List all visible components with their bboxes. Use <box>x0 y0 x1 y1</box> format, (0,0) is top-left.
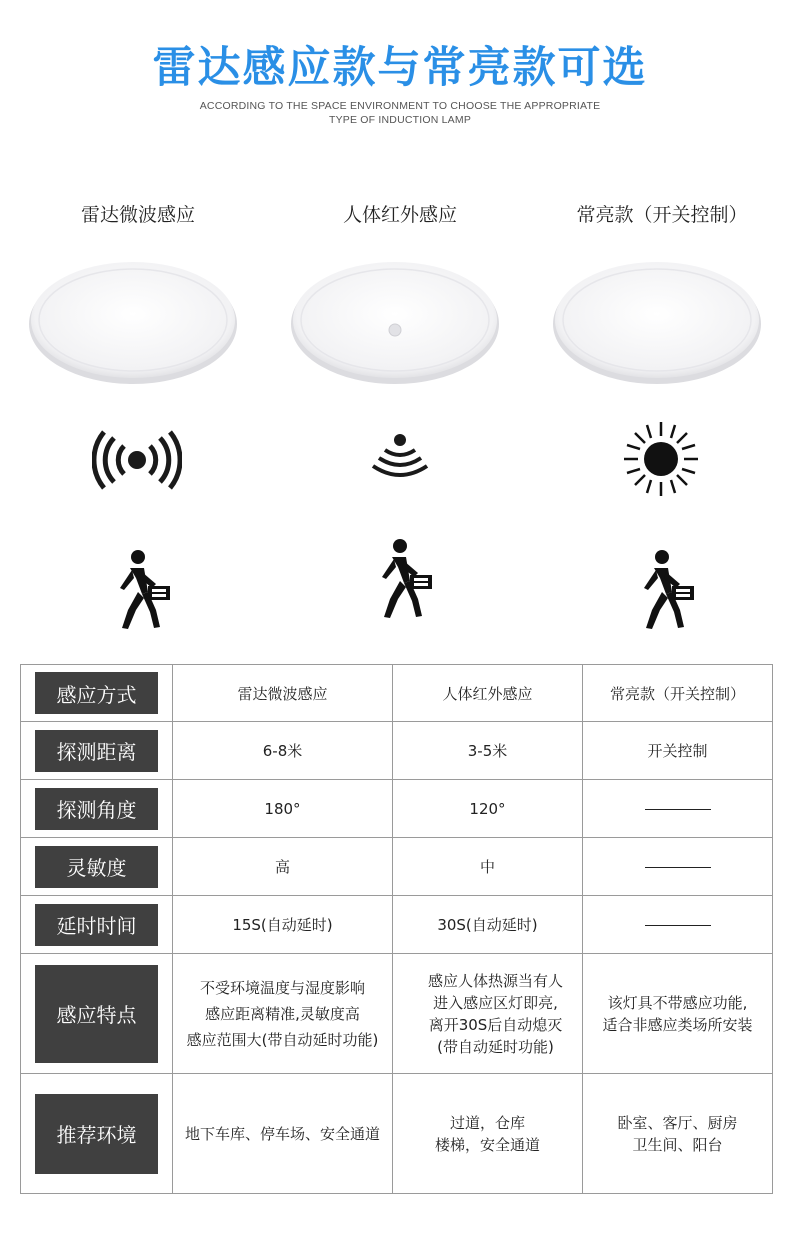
table-cell <box>583 1074 773 1194</box>
row-label: 推荐环境 <box>35 1094 158 1174</box>
table-cell <box>583 780 773 838</box>
subtitle-line-2: TYPE OF INDUCTION LAMP <box>328 114 472 126</box>
dash-placeholder <box>645 925 711 926</box>
cell-line: 离开30S后自动熄灭 <box>428 1015 563 1034</box>
table-cell: 雷达微波感应 <box>173 665 393 722</box>
table-cell <box>173 954 393 1074</box>
sun-icon <box>616 414 706 504</box>
table-cell <box>393 1074 583 1194</box>
table-cell <box>583 838 773 896</box>
row-label: 灵敏度 <box>35 846 158 888</box>
cell-line: 进入感应区灯即亮, <box>433 993 558 1012</box>
table-cell: 6-8米 <box>173 722 393 780</box>
table-row <box>21 838 773 896</box>
ceiling-lamp-image <box>290 254 500 386</box>
cell-line: 楼梯，安全通道 <box>434 1135 540 1154</box>
table-cell: 30S(自动延时) <box>393 896 583 954</box>
product-name: 常亮款（开关控制） <box>576 204 748 226</box>
subtitle-line-1: ACCORDING TO THE SPACE ENVIRONMENT TO CHOOSE THE APPROPRIATE <box>199 100 601 112</box>
table-cell <box>583 896 773 954</box>
cell-line: 该灯具不带感应功能, <box>607 993 748 1012</box>
cell-line: (带自动延时功能) <box>437 1037 554 1056</box>
table-row <box>21 665 773 722</box>
table-row <box>21 954 773 1074</box>
table-cell: 3-5米 <box>393 722 583 780</box>
ceiling-lamp-image <box>28 254 238 386</box>
dash-placeholder <box>645 867 711 868</box>
dash-placeholder <box>645 809 711 810</box>
row-label: 感应方式 <box>35 672 158 714</box>
table-cell: 开关控制 <box>583 722 773 780</box>
table-cell: 中 <box>393 838 583 896</box>
table-row <box>21 1074 773 1194</box>
product-column-radar <box>8 200 268 230</box>
row-label: 延时时间 <box>35 904 158 946</box>
walking-person-icon <box>626 548 706 638</box>
page-subtitle <box>160 99 640 127</box>
product-column-infrared <box>270 200 530 230</box>
row-label: 探测角度 <box>35 788 158 830</box>
row-label: 感应特点 <box>35 965 158 1063</box>
table-row <box>21 722 773 780</box>
radar-wave-icon <box>92 414 182 504</box>
cell-line: 感应人体热源当有人 <box>427 971 563 990</box>
walking-person-icon <box>364 537 444 627</box>
cell-line: 适合非感应类场所安装 <box>602 1015 753 1034</box>
product-column-always-on <box>532 200 792 230</box>
cell-line: 卧室、客厅、厨房 <box>617 1113 738 1132</box>
cell-line: 不受环境温度与湿度影响 <box>199 978 365 997</box>
table-cell <box>173 1074 393 1194</box>
product-name: 雷达微波感应 <box>80 204 195 226</box>
cell-line: 地下车库、停车场、安全通道 <box>184 1125 380 1143</box>
page-title: 雷达感应款与常亮款可选 <box>152 43 648 93</box>
cell-line: 过道，仓库 <box>449 1113 525 1132</box>
table-cell: 人体红外感应 <box>393 665 583 722</box>
table-cell: 120° <box>393 780 583 838</box>
cell-line: 卫生间、阳台 <box>632 1135 723 1154</box>
cell-line: 感应距离精准,灵敏度高 <box>205 1004 360 1023</box>
table-cell: 常亮款（开关控制） <box>583 665 773 722</box>
ceiling-lamp-image <box>552 254 762 386</box>
table-cell: 高 <box>173 838 393 896</box>
table-row <box>21 780 773 838</box>
product-name: 人体红外感应 <box>342 204 457 226</box>
table-row <box>21 896 773 954</box>
comparison-table <box>20 664 773 1194</box>
table-cell: 180° <box>173 780 393 838</box>
table-cell <box>583 954 773 1074</box>
cell-line: 感应范围大(带自动延时功能) <box>186 1030 379 1049</box>
table-cell: 15S(自动延时) <box>173 896 393 954</box>
row-label: 探测距离 <box>35 730 158 772</box>
table-cell <box>393 954 583 1074</box>
infrared-sensor-icon <box>355 410 445 500</box>
walking-person-icon <box>102 548 182 638</box>
